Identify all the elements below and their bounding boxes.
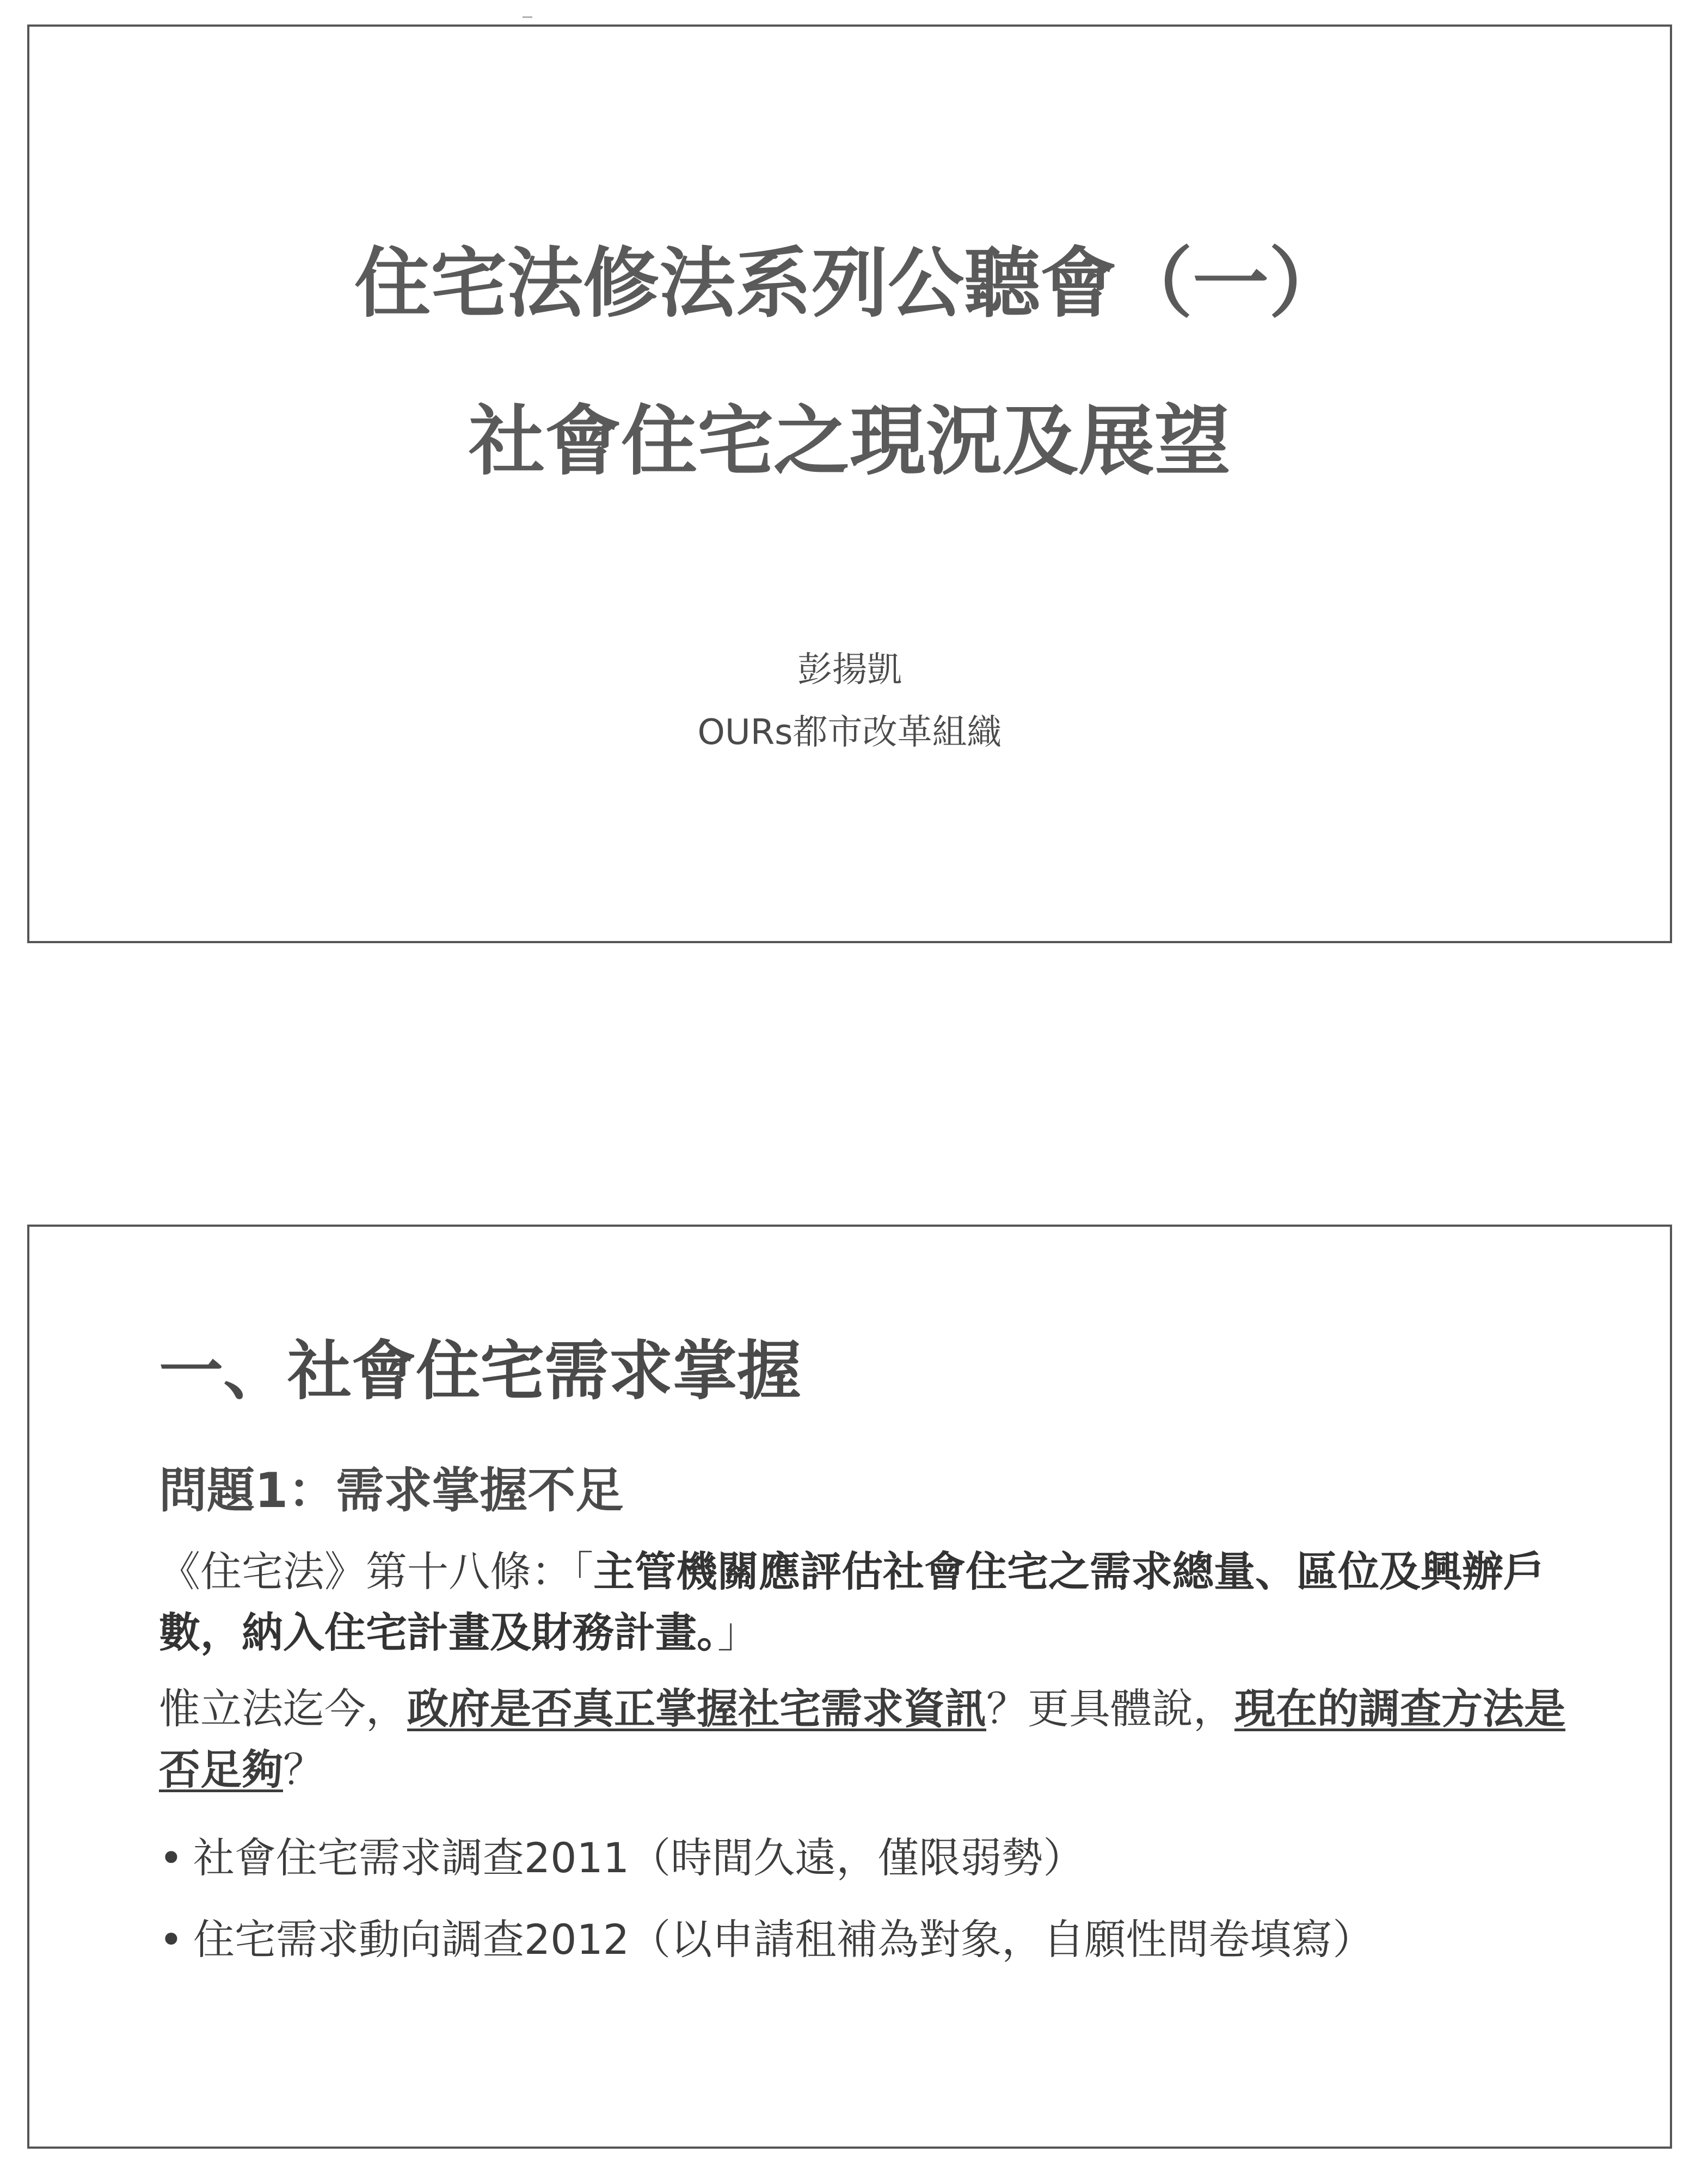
author-name: 彭揚凱	[797, 650, 902, 690]
question-lead: 惟立法迄今，	[159, 1684, 407, 1733]
list-item-text: 住宅需求動向調查2012（以申請租補為對象，自願性問卷填寫）	[193, 1915, 1374, 1964]
question-mid: ？更具體說，	[986, 1684, 1234, 1733]
scan-mark	[523, 16, 532, 18]
emphasis-government-info: 政府是否真正掌握社宅需求資訊	[407, 1684, 986, 1733]
slide-title-line-2: 社會住宅之現況及展望	[468, 397, 1231, 486]
bullet-icon: •	[159, 1915, 183, 1964]
emphasis-survey-method: 現在的調查方法是否足夠	[159, 1684, 1565, 1794]
law-quote-paragraph	[159, 1541, 1585, 1663]
problem-subheading: 問題1：需求掌握不足	[159, 1462, 624, 1518]
list-item	[159, 1825, 1374, 1907]
content-slide	[27, 1225, 1672, 2149]
slide-title-line-1: 住宅法修法系列公聽會（一）	[354, 239, 1345, 328]
title-slide	[27, 24, 1672, 943]
survey-list	[159, 1825, 1374, 1989]
question-paragraph	[159, 1678, 1585, 1800]
author-organization: OURs都市改革組織	[697, 712, 1002, 753]
section-heading: 一、社會住宅需求掌握	[159, 1333, 802, 1409]
bullet-icon: •	[159, 1834, 183, 1882]
question-end: ？	[283, 1745, 324, 1794]
law-article-quote: 主管機關應評估社會住宅之需求總量、區位及興辦戶數，納入住宅計畫及財務計畫。	[159, 1547, 1545, 1657]
law-citation: 《住宅法》第十八條：「	[159, 1547, 593, 1596]
quote-close: 」	[717, 1608, 759, 1657]
list-item-text: 社會住宅需求調查2011（時間久遠，僅限弱勢）	[193, 1834, 1085, 1882]
list-item	[159, 1907, 1374, 1989]
